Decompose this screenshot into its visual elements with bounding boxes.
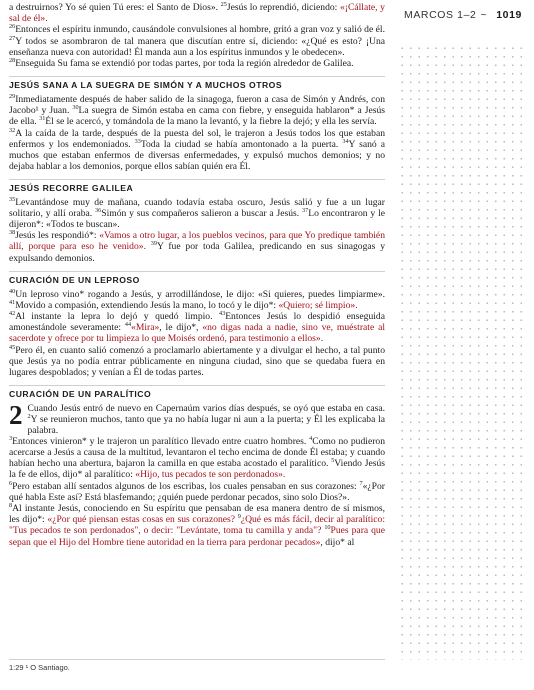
words-of-jesus: «¿Por qué piensan estas cosas en sus corazones? xyxy=(47,514,238,526)
verse-text: Viendo Jesús la fe de ellos, dijo* al paralítico: xyxy=(9,458,385,481)
verse-text: Cuando Jesús entró de nuevo en Capernaúm varios días después, se oyó que estaba en casa. xyxy=(27,402,385,414)
verse-number: 31 xyxy=(39,115,46,123)
verse-text: Como no pudieron acercarse a Jesús a causa de la multitud, levantaron el techo encima de donde Él estaba; y cuando habían hecho una abertura, bajaron la camilla en que estaba acostado el paralítico. xyxy=(9,436,385,470)
verse-text: Inmediatamente después de haber salido de la sinagoga, fueron a casa de Simón y Andrés, con Jacobo¹ y Juan. xyxy=(9,94,385,117)
verse-text: Entonces el espíritu inmundo, causándole convulsiones al hombre, gritó a gran voz y salió de él. xyxy=(15,24,385,36)
verse-number: 41 xyxy=(9,298,16,306)
page-number: 1019 xyxy=(496,9,522,21)
words-of-jesus: «Mira» xyxy=(131,322,160,334)
verse-paragraph xyxy=(9,58,385,69)
verse-number: 39 xyxy=(150,240,157,248)
verse-number: 6 xyxy=(9,479,13,487)
scripture-column xyxy=(9,2,385,548)
verse-text: Jesús lo reprendió, diciendo: xyxy=(226,2,340,13)
verse-paragraph xyxy=(9,311,385,344)
verse-number: 32 xyxy=(9,126,16,134)
verse-paragraph xyxy=(9,2,385,24)
verse-text: La suegra de Simón estaba en cama con fiebre, y enseguida hablaron* a Jesús de ella. xyxy=(9,105,385,128)
verse-text: Él se le acercó, y tomándola de la mano la levantó, y la fiebre la dejó; y ella les servía. xyxy=(45,116,377,128)
words-of-jesus: «Quiero; sé limpio». xyxy=(278,299,358,311)
verse-text: Levantándose muy de mañana, cuando todavía estaba oscuro, Jesús salió y fue a un lugar solitario, y allí oraba. xyxy=(9,196,385,219)
verse-number: 27 xyxy=(9,34,16,42)
verse-text: a destruirnos? Yo sé quien Tú eres: el Santo de Dios». xyxy=(9,2,221,13)
chapter-number: 2 xyxy=(9,399,23,430)
words-of-jesus: «Vamos a otro lugar, a los pueblos vecinos, para que Yo predique también allí, porque para eso he venido». xyxy=(9,230,385,253)
verse-number: 38 xyxy=(9,229,16,237)
section-heading: CURACIÓN DE UN PARALÍTICO xyxy=(9,385,385,400)
verse-text: Simón y sus compañeros salieron a buscar a Jesús. xyxy=(101,207,303,219)
running-head xyxy=(404,9,522,21)
running-head-separator: ~ xyxy=(480,9,488,21)
words-of-jesus: «Hijo, tus pecados te son perdonados». xyxy=(135,469,286,481)
verse-paragraph xyxy=(9,399,385,436)
verse-number: 43 xyxy=(219,309,226,317)
verse-text: Toda la ciudad se había amontonado a la puerta. xyxy=(140,138,343,150)
verse-text: Al instante la lepra lo dejó y quedó limpio. xyxy=(15,311,219,323)
verse-text: , dijo* al xyxy=(320,536,355,548)
verse-text: «¿Por qué habla Este así? Está blasfemando; ¿quién puede perdonar pecados, sino solo Dios?». xyxy=(9,480,385,503)
section-heading: CURACIÓN DE UN LEPROSO xyxy=(9,271,385,286)
verse-text: Pero él, en cuanto salió comenzó a proclamarlo abiertamente y a divulgar el hecho, a tal punto que Jesús ya no podía entrar públicamente en ninguna ciudad, sino que se quedaba fuera en lugares despoblados; y venían a Él de todas partes. xyxy=(9,344,385,378)
verse-number: 40 xyxy=(9,287,16,295)
verse-number: 45 xyxy=(9,343,16,351)
verse-text: Y fue por toda Galilea, predicando en sus sinagogas y expulsando demonios. xyxy=(9,241,385,264)
verse-text: Entonces vinieron* y le trajeron un paralítico llevado entre cuatro hombres. xyxy=(12,436,310,448)
words-of-jesus: Pues para que sepan que el Hijo del Hombre tiene autoridad en la tierra para perdonar pecados» xyxy=(9,525,385,548)
verse-text: Jesús les respondió*: xyxy=(15,230,100,242)
verse-number: 3 xyxy=(9,435,13,443)
verse-paragraph xyxy=(9,94,385,127)
verse-text: Lo encontraron y le dijeron*: «Todos te buscan». xyxy=(9,207,385,230)
verse-text: A la caída de la tarde, después de la puesta del sol, le trajeron a Jesús todos los que estaban enfermos y los endemoniados. xyxy=(9,127,385,150)
verse-number: 9 xyxy=(237,513,241,521)
verse-text: Y sanó a muchos que estaban enfermos de diversas enfermedades, y expulsó muchos demonios; y no dejaba hablar a los demonios, porque ellos sabían quién era Él. xyxy=(9,138,386,172)
verse-number: 4 xyxy=(309,435,313,443)
verse-paragraph xyxy=(9,24,385,57)
verse-text: Y todos se asombraron de tal manera que discutían entre sí, diciendo: «¿Qué es esto? ¡Una enseñanza nueva con autoridad! Él manda aun a los espíritus inmundos y le obedecen». xyxy=(9,35,385,58)
verse-number: 37 xyxy=(302,206,309,214)
verse-number: 2 xyxy=(27,412,31,420)
verse-paragraph xyxy=(9,481,385,503)
verse-text: Al instante Jesús, conociendo en Su espíritu que pensaban de esa manera dentro de sí mismos, les dijo*: xyxy=(9,503,385,526)
verse-number: 10 xyxy=(324,524,331,532)
words-of-jesus: «no digas nada a nadie, sino ve, muéstrate al sacerdote y ofrece por tu limpieza lo que Moisés ordenó, para testimonio a ellos». xyxy=(9,322,385,345)
verse-text: Enseguida Su fama se extendió por todas partes, por toda la región alrededor de Galilea. xyxy=(15,58,354,70)
verse-paragraph xyxy=(9,230,385,263)
footnote: 1:29 ¹ O Santiago. xyxy=(9,659,385,672)
verse-paragraph xyxy=(9,345,385,378)
dotted-notes-margin xyxy=(398,44,526,660)
verse-number: 8 xyxy=(9,502,13,510)
verse-number: 29 xyxy=(9,92,16,100)
running-head-book: MARCOS 1–2 xyxy=(403,9,477,21)
verse-number: 44 xyxy=(124,320,132,328)
verse-number: 30 xyxy=(72,103,79,111)
verse-text: Pero estaban allí sentados algunos de los escribas, los cuales pensaban en sus corazones: xyxy=(12,480,360,492)
verse-paragraph xyxy=(9,289,385,311)
verse-text: Movido a compasión, extendiendo Jesús la mano, lo tocó y le dijo*: xyxy=(15,299,279,311)
verse-paragraph xyxy=(9,197,385,230)
verse-number: 35 xyxy=(9,195,16,203)
verse-text: , le dijo*, xyxy=(159,322,203,334)
verse-paragraph xyxy=(9,128,385,172)
verse-paragraph xyxy=(9,503,385,547)
verse-text: Entonces Jesús lo despidió enseguida amonestándole severamente: xyxy=(9,311,385,334)
section-heading: JESÚS RECORRE GALILEA xyxy=(9,179,385,194)
words-of-jesus: «¡Cállate, y sal de él». xyxy=(9,2,385,25)
words-of-jesus: ¿Qué es más fácil, decir al paralítico: "Tus pecados te son perdonados", o decir: "Levántate, toma tu camilla y anda"? xyxy=(9,514,385,537)
verse-number: 36 xyxy=(95,206,102,214)
verse-number: 5 xyxy=(331,457,335,465)
verse-number: 28 xyxy=(9,56,16,64)
verse-text: Y se reunieron muchos, tanto que ya no había lugar ni aun a la puerta; y Él les explicaba la palabra. xyxy=(27,413,385,436)
section-heading: JESÚS SANA A LA SUEGRA DE SIMÓN Y A MUCHOS OTROS xyxy=(9,76,385,91)
verse-number: 33 xyxy=(134,137,141,145)
verse-number: 42 xyxy=(9,309,16,317)
verse-text: Un leproso vino* rogando a Jesús, y arrodillándose, le dijo: «Si quieres, puedes limpiarme». xyxy=(15,288,385,300)
verse-number: 26 xyxy=(9,23,16,31)
verse-number: 25 xyxy=(220,0,227,8)
verse-number: 34 xyxy=(342,137,349,145)
verse-paragraph xyxy=(9,436,385,480)
verse-number: 7 xyxy=(359,479,363,487)
